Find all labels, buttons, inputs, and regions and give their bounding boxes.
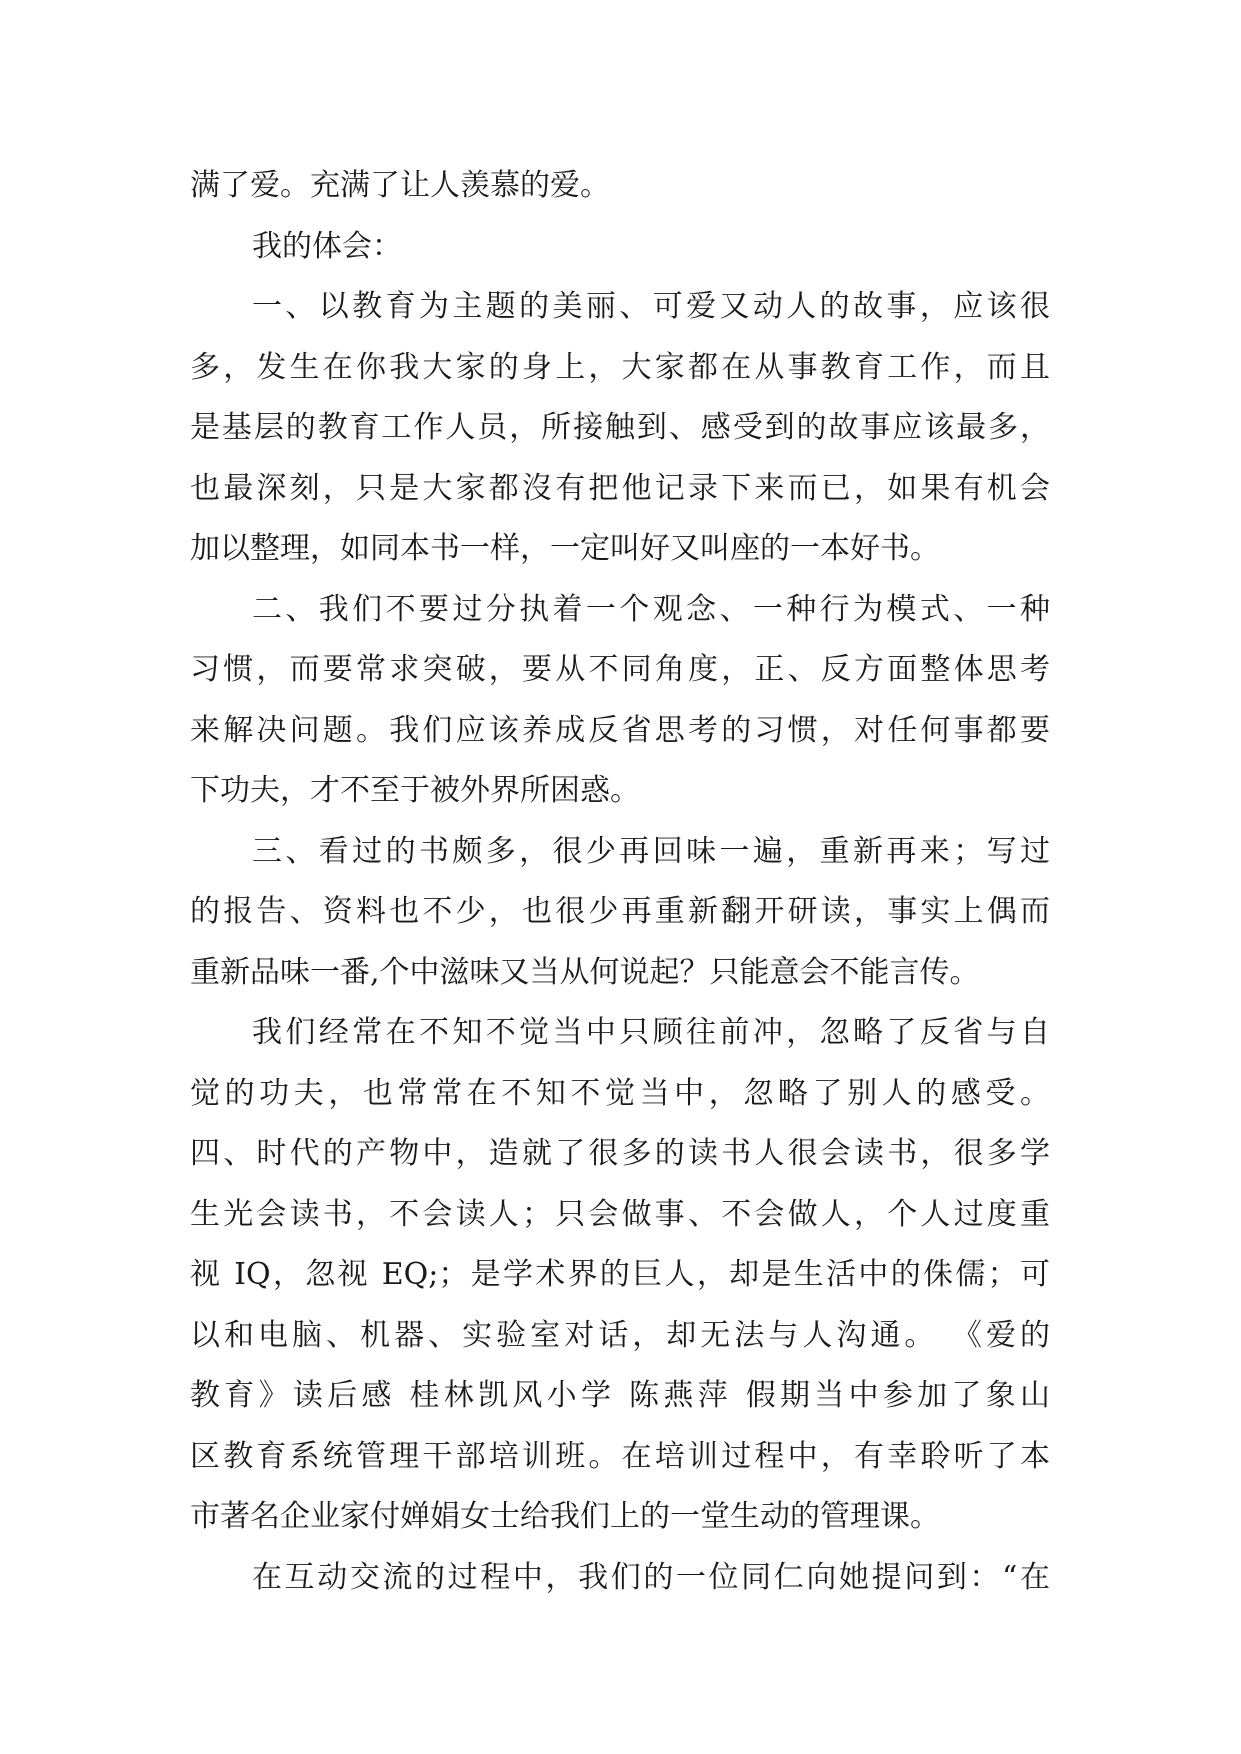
text-line: 习惯，而要常求突破，要从不同角度，正、反方面整体思考 xyxy=(190,652,1050,687)
text-line: 四、时代的产物中，造就了很多的读书人很会读书，很多学 xyxy=(190,1136,1050,1171)
text-line: 的报告、资料也不少，也很少再重新翻开研读，事实上偶而 xyxy=(190,894,1050,929)
text-line: 区教育系统管理干部培训班。在培训过程中，有幸聆听了本 xyxy=(190,1438,1050,1474)
text-line: 觉的功夫，也常常在不知不觉当中，忽略了别人的感受。 xyxy=(190,1075,1050,1111)
text-line: 三、看过的书颇多，很少再回味一遍，重新再来；写过 xyxy=(252,833,1050,869)
text-line: 下功夫，才不至于被外界所困惑。 xyxy=(190,773,640,808)
text-line: 是基层的教育工作人员，所接触到、感受到的故事应该最多， xyxy=(190,410,1050,445)
body-text xyxy=(190,156,1050,1608)
text-line: 市著名企业家付婵娟女士给我们上的一堂生动的管理课。 xyxy=(190,1499,940,1534)
text-line: 二、我们不要过分执着一个观念、一种行为模式、一种 xyxy=(252,591,1050,627)
text-line: 也最深刻，只是大家都沒有把他记录下来而已，如果有机会 xyxy=(190,470,1050,506)
text-line: 一、以教育为主题的美丽、可爱又动人的故事，应该很 xyxy=(252,289,1050,324)
text-line: 多，发生在你我大家的身上，大家都在从事教育工作，而且 xyxy=(190,349,1050,385)
text-line: 我的体会： xyxy=(252,228,402,264)
text-line: 满了爱。充满了让人羡慕的爱。 xyxy=(190,168,610,203)
text-line: 以和电脑、机器、实验室对话，却无法与人沟通。 《爱的 xyxy=(190,1317,1050,1353)
text-line: 视 IQ，忽视 EQ;；是学术界的巨人，却是生活中的侏儒；可 xyxy=(190,1257,1050,1292)
text-line: 在互动交流的过程中，我们的一位同仁向她提问到：“在 xyxy=(252,1559,1050,1595)
text-line: 教育》读后感 桂林凯风小学 陈燕萍 假期当中参加了象山 xyxy=(190,1378,1050,1413)
text-line: 生光会读书，不会读人；只会做事、不会做人，个人过度重 xyxy=(190,1196,1050,1232)
text-line: 加以整理，如同本书一样，一定叫好又叫座的一本好书。 xyxy=(190,531,940,566)
text-line: 来解决问题。我们应该养成反省思考的习惯，对任何事都要 xyxy=(190,712,1050,748)
text-line: 重新品味一番,个中滋味又当从何说起？只能意会不能言传。 xyxy=(190,954,980,990)
text-line: 我们经常在不知不觉当中只顾往前冲，忽略了反省与自 xyxy=(252,1015,1050,1050)
